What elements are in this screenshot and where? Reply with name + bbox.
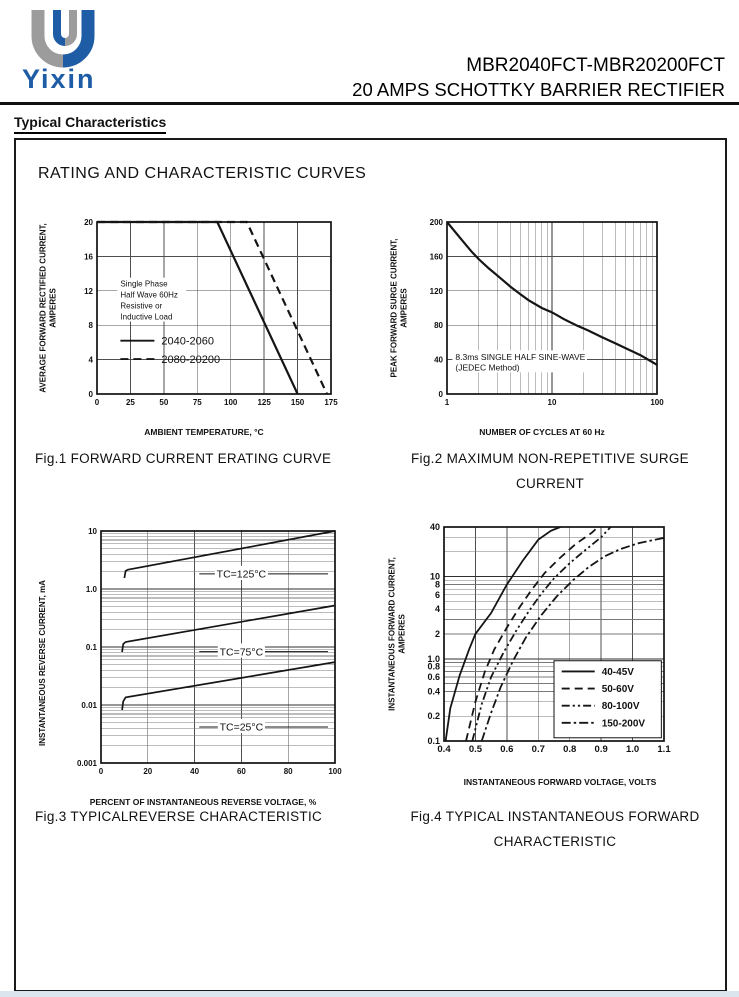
- svg-text:80: 80: [283, 767, 293, 776]
- fig3-plot: [59, 521, 347, 787]
- svg-text:1.0: 1.0: [85, 585, 97, 594]
- svg-text:1.1: 1.1: [657, 744, 671, 755]
- svg-text:0.8: 0.8: [427, 661, 440, 672]
- svg-text:10: 10: [547, 398, 557, 407]
- svg-text:120: 120: [429, 286, 443, 296]
- fig3-caption: Fig.3 TYPICALREVERSE CHARACTERISTIC: [35, 809, 323, 824]
- svg-text:4: 4: [434, 604, 440, 615]
- fig2-plot: [414, 205, 670, 420]
- svg-text:75: 75: [192, 398, 202, 407]
- curves-box-title: RATING AND CHARACTERISTIC CURVES: [38, 165, 367, 182]
- svg-text:0.1: 0.1: [427, 736, 440, 746]
- svg-text:0.001: 0.001: [76, 759, 97, 768]
- svg-text:125: 125: [257, 398, 271, 407]
- svg-text:2: 2: [434, 629, 440, 639]
- fig1-plot: [63, 205, 345, 420]
- header-divider: [0, 102, 739, 105]
- svg-text:12: 12: [84, 286, 93, 296]
- svg-text:0.4: 0.4: [427, 686, 440, 697]
- svg-text:0.01: 0.01: [81, 701, 97, 710]
- fig2-x-axis-title: NUMBER OF CYCLES AT 60 Hz: [479, 427, 605, 437]
- fig4-caption-line1: Fig.4 TYPICAL INSTANTANEOUS FORWARD: [410, 809, 700, 824]
- svg-text:TC=75°C: TC=75°C: [219, 646, 264, 659]
- svg-text:0.1: 0.1: [85, 643, 97, 652]
- svg-text:2040-2060: 2040-2060: [161, 335, 215, 348]
- svg-text:1.0: 1.0: [625, 744, 640, 755]
- fig4-caption-line2: CHARACTERISTIC: [493, 834, 617, 849]
- svg-text:100: 100: [650, 398, 664, 407]
- svg-text:0.6: 0.6: [427, 672, 440, 683]
- svg-text:160: 160: [429, 252, 443, 262]
- fig4-plot: [410, 515, 710, 767]
- fig2-caption-line2: CURRENT: [515, 476, 585, 491]
- svg-text:0: 0: [438, 390, 443, 399]
- svg-text:8: 8: [434, 579, 440, 590]
- svg-text:Resistive or: Resistive or: [120, 301, 163, 311]
- fig3-x-axis-title: PERCENT OF INSTANTANEOUS REVERSE VOLTAGE, %: [89, 797, 317, 807]
- figure-2: [390, 205, 710, 505]
- svg-text:0: 0: [88, 390, 93, 399]
- footer-strip: [0, 991, 739, 997]
- svg-text:0.7: 0.7: [531, 744, 545, 755]
- svg-text:6: 6: [434, 589, 440, 600]
- fig4-y-axis-title: INSTANTANEOUS FORWARD CURRENT, AMPERES: [387, 557, 407, 711]
- svg-text:10: 10: [429, 571, 440, 582]
- svg-text:8.3ms SINGLE HALF SINE-WAVE: 8.3ms SINGLE HALF SINE-WAVE: [455, 351, 586, 362]
- fig1-x-axis-title: AMBIENT TEMPERATURE, °C: [144, 427, 264, 437]
- header-title-block: [352, 54, 725, 101]
- figure-3: [35, 515, 345, 845]
- section-title: Typical Characteristics: [14, 114, 166, 134]
- svg-text:0: 0: [98, 767, 104, 776]
- svg-text:8: 8: [88, 321, 93, 331]
- svg-text:50-60V: 50-60V: [601, 684, 634, 696]
- svg-text:80: 80: [434, 321, 443, 331]
- svg-text:0.6: 0.6: [500, 744, 514, 755]
- svg-text:150: 150: [290, 398, 305, 407]
- svg-text:Half Wave 60Hz: Half Wave 60Hz: [120, 290, 178, 300]
- fig1-caption: Fig.1 FORWARD CURRENT ERATING CURVE: [35, 451, 332, 466]
- svg-text:20: 20: [143, 767, 153, 776]
- svg-text:200: 200: [429, 218, 443, 227]
- svg-text:0.4: 0.4: [437, 744, 451, 755]
- svg-text:40-45V: 40-45V: [601, 666, 634, 678]
- svg-text:0.2: 0.2: [427, 711, 440, 722]
- fig2-y-axis-title: PEAK FORWARD SURGE CURRENT, AMPERES: [389, 238, 409, 378]
- fig3-y-axis-title: INSTANTANEOUS REVERSE CURRENT, mA: [37, 580, 47, 746]
- svg-text:40: 40: [429, 522, 440, 532]
- svg-text:25: 25: [125, 398, 135, 407]
- svg-text:50: 50: [159, 398, 169, 407]
- part-number: MBR2040FCT-MBR20200FCT: [466, 55, 725, 76]
- svg-text:175: 175: [324, 398, 338, 407]
- svg-text:4: 4: [88, 355, 93, 365]
- svg-text:1.0: 1.0: [427, 653, 440, 664]
- svg-text:(JEDEC Method): (JEDEC Method): [455, 362, 520, 373]
- svg-text:0.8: 0.8: [563, 744, 577, 755]
- figure-1: [35, 205, 345, 470]
- svg-text:TC=25°C: TC=25°C: [219, 721, 264, 734]
- svg-text:0.5: 0.5: [468, 744, 483, 755]
- svg-text:2080-20200: 2080-20200: [161, 353, 221, 366]
- page-subtitle: 20 AMPS SCHOTTKY BARRIER RECTIFIER: [352, 78, 725, 100]
- fig1-y-axis-title: AVERAGE FORWARD RECTIFIED CURRENT, AMPERES: [38, 223, 58, 393]
- svg-text:Single Phase: Single Phase: [120, 279, 168, 289]
- fig4-x-axis-title: INSTANTANEOUS FORWARD VOLTAGE, VOLTS: [463, 777, 657, 787]
- svg-text:100: 100: [224, 398, 238, 407]
- svg-text:80-100V: 80-100V: [601, 701, 640, 713]
- svg-text:150-200V: 150-200V: [601, 718, 646, 730]
- fig2-caption-line1: Fig.2 MAXIMUM NON-REPETITIVE SURGE: [411, 451, 689, 466]
- svg-text:40: 40: [190, 767, 200, 776]
- brand-text: Yixin: [22, 64, 96, 94]
- svg-text:16: 16: [84, 252, 93, 262]
- svg-text:60: 60: [236, 767, 246, 776]
- svg-text:40: 40: [434, 355, 443, 365]
- figure-4: [387, 515, 720, 860]
- svg-text:0: 0: [94, 398, 100, 407]
- svg-text:1: 1: [444, 398, 450, 407]
- svg-text:10: 10: [88, 527, 97, 536]
- svg-text:20: 20: [84, 218, 93, 227]
- svg-text:0.9: 0.9: [594, 744, 608, 755]
- svg-text:Inductive Load: Inductive Load: [120, 312, 173, 322]
- svg-text:TC=125°C: TC=125°C: [216, 568, 267, 581]
- svg-text:100: 100: [328, 767, 342, 776]
